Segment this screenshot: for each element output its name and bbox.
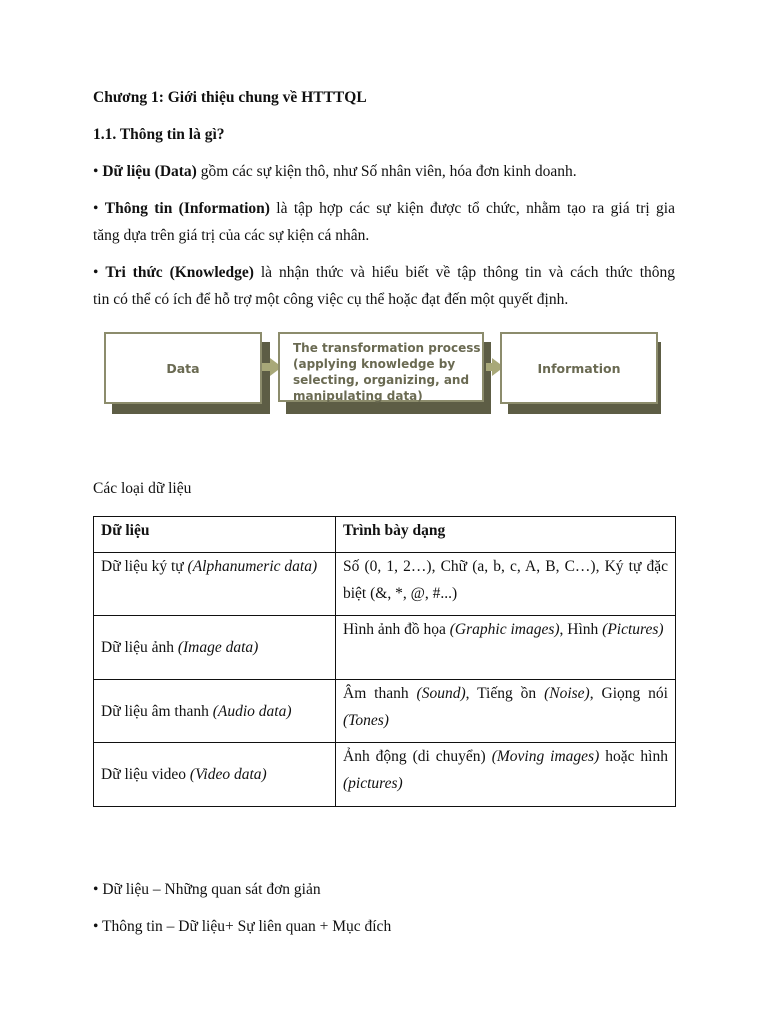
information-box: Information [500, 332, 658, 404]
table-cell: Hình ảnh đồ họa (Graphic images), Hình (Pictures) [336, 616, 676, 680]
table-cell: Dữ liệu ảnh (Image data) [94, 616, 336, 680]
transformation-diagram [104, 332, 664, 416]
table-cell: Số (0, 1, 2…), Chữ (a, b, c, A, B, C…), Ký tự đặc biệt (&, *, @, #...) [336, 553, 676, 616]
bullet-information-line2: tăng dựa trên giá trị của các sự kiện cá nhân. [93, 227, 370, 244]
table-header-cell: Trình bày dạng [336, 517, 676, 553]
data-box: Data [104, 332, 262, 404]
table-caption: Các loại dữ liệu [93, 480, 192, 497]
bullet-knowledge-line1: • Tri thức (Knowledge) là nhận thức và hiểu biết về tập thông tin và cách thức thông [93, 264, 676, 281]
section-heading: 1.1. Thông tin là gì? [93, 126, 225, 143]
table-header-row [94, 517, 676, 553]
process-box: The transformation process (applying knowledge by selecting, organizing, and manipulating data) [278, 332, 484, 402]
table-row [94, 616, 676, 680]
footer-bullet-information: • Thông tin – Dữ liệu+ Sự liên quan + Mục đích [93, 918, 392, 935]
footer-bullet-data: • Dữ liệu – Những quan sát đơn giản [93, 881, 321, 898]
table-cell: Âm thanh (Sound), Tiếng ồn (Noise), Giọng nói (Tones) [336, 680, 676, 743]
bullet-data: • Dữ liệu (Data) gồm các sự kiện thô, như Số nhân viên, hóa đơn kinh doanh. [93, 163, 577, 180]
table-cell: Ảnh động (di chuyển) (Moving images) hoặc hình (pictures) [336, 743, 676, 807]
table-cell: Dữ liệu video (Video data) [94, 743, 336, 807]
data-types-table [93, 516, 676, 807]
table-row [94, 680, 676, 743]
table-cell: Dữ liệu ký tự (Alphanumeric data) [94, 553, 336, 616]
table-row [94, 743, 676, 807]
bullet-information-line1: • Thông tin (Information) là tập hợp các sự kiện được tổ chức, nhằm tạo ra giá trị gia [93, 200, 675, 217]
bullet-knowledge-line2: tin có thể có ích để hỗ trợ một công việc cụ thể hoặc đạt đến một quyết định. [93, 291, 569, 308]
table-cell: Dữ liệu âm thanh (Audio data) [94, 680, 336, 743]
table-row [94, 553, 676, 616]
table-header-cell: Dữ liệu [94, 517, 336, 553]
chapter-heading: Chương 1: Giới thiệu chung về HTTTQL [93, 89, 367, 106]
